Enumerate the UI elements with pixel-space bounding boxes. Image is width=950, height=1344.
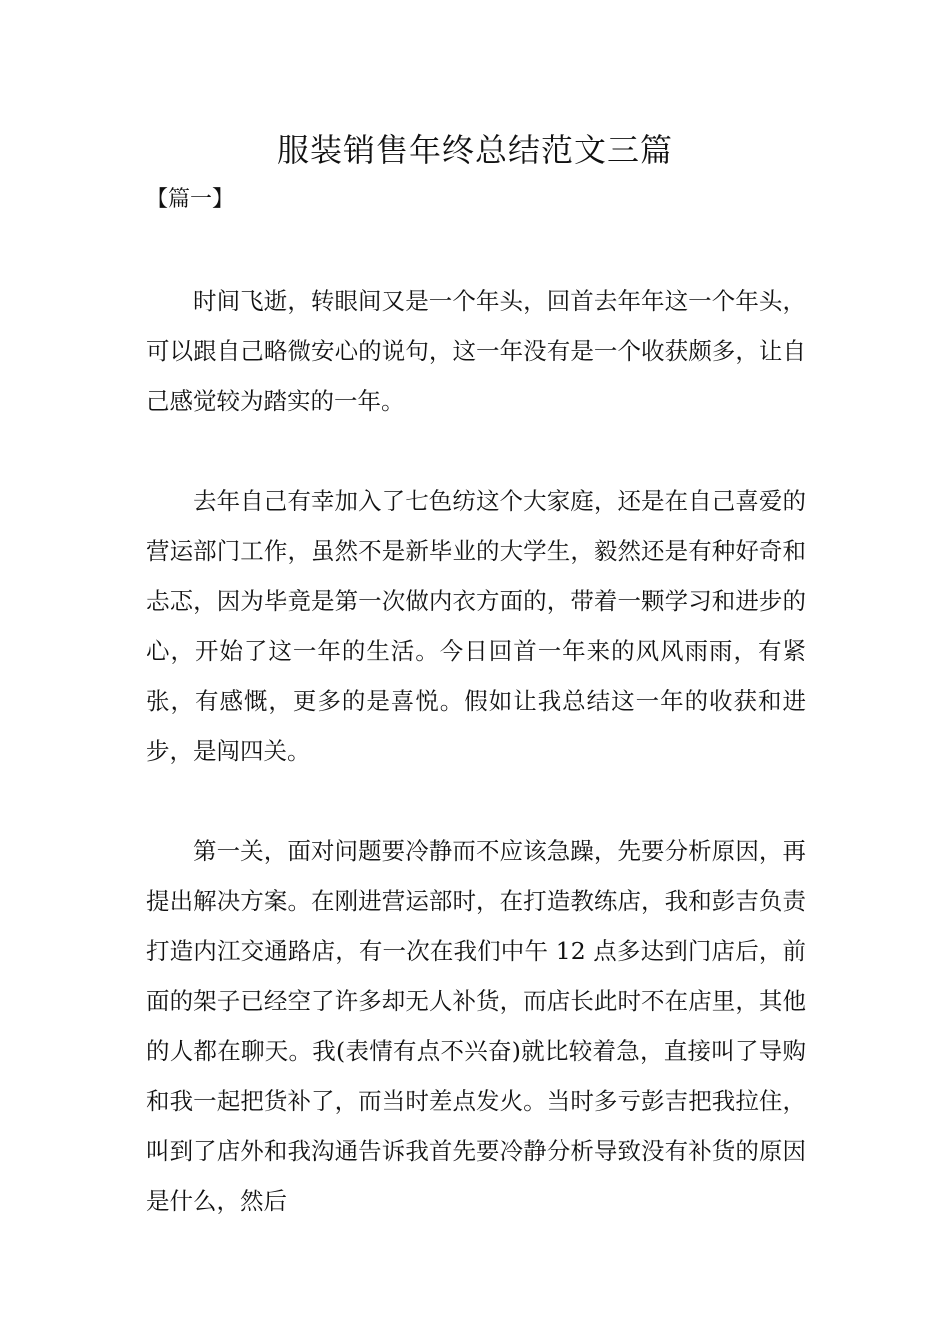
document-title: 服装销售年终总结范文三篇 [276, 131, 673, 169]
paragraph-1: 时间飞逝，转眼间又是一个年头，回首去年年这一个年头，可以跟自己略微安心的说句，这一年没有是一个收获颇多，让自己感觉较为踏实的一年。 [146, 287, 806, 415]
document-body [146, 276, 806, 1276]
paragraph-2: 去年自己有幸加入了七色纺这个大家庭，还是在自己喜爱的营运部门工作，虽然不是新毕业的大学生，毅然还是有种好奇和忐忑，因为毕竟是第一次做内衣方面的，带着一颗学习和进步的心，开始了这一年的生活。今日回首一年来的风风雨雨，有紧张，有感慨，更多的是喜悦。假如让我总结这一年的收获和进步，是闯四关。 [146, 487, 806, 765]
section-label: 【篇一】 [146, 187, 235, 212]
paragraph-3: 第一关，面对问题要冷静而不应该急躁，先要分析原因，再提出解决方案。在刚进营运部时，在打造教练店，我和彭吉负责打造内江交通路店，有一次在我们中午 12 点多达到门店后，前面的架子已经空了许多却无人补货，而店长此时不在店里，其他的人都在聊天。我(表情有点不兴奋)就比较着急，直接叫了导购和我一起把货补了，而当时差点发火。当时多亏彭吉把我拉住，叫到了店外和我沟通告诉我首先要冷静分析导致没有补货的原因是什么，然后 [146, 837, 806, 1215]
